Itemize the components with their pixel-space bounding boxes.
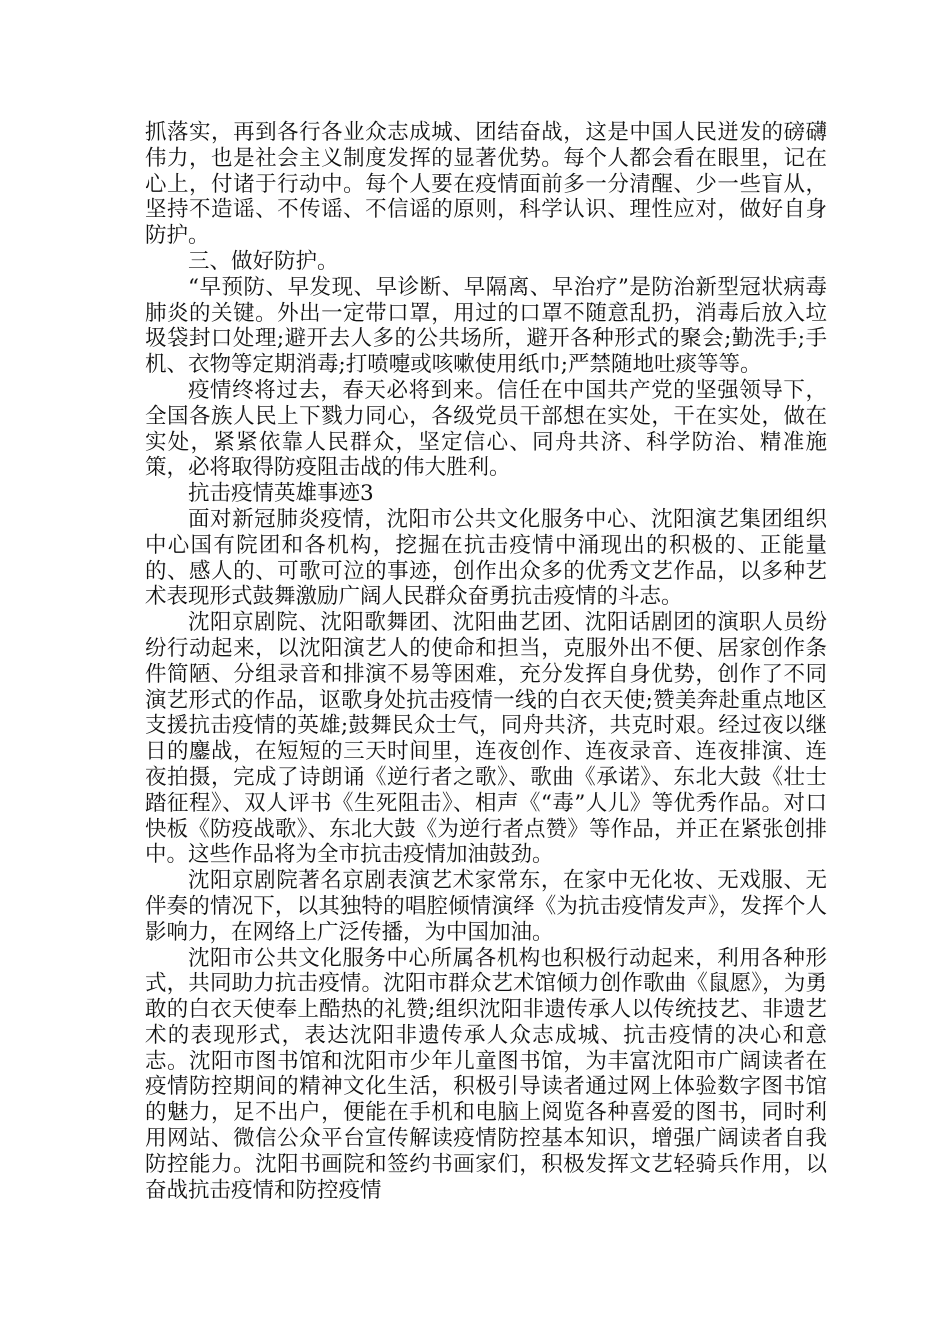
paragraph-peking-opera: 沈阳京剧院著名京剧表演艺术家常东，在家中无化妆、无戏服、无伴奏的情况下，以其独特的唱腔倾情演绎《为抗击疫情发声》，发挥个人影响力，在网络上广泛传播，为中国加油。 <box>145 868 827 945</box>
paragraph-shenyang-center: 面对新冠肺炎疫情，沈阳市公共文化服务中心、沈阳演艺集团组织中心国有院团和各机构，挖掘在抗击疫情中涌现出的积极的、正能量的、感人的、可歌可泣的事迹，创作出众多的优秀文艺作品，以多种艺术表现形式鼓舞激励广阔人民群众奋勇抗击疫情的斗志。 <box>145 506 827 610</box>
paragraph-performers: 沈阳京剧院、沈阳歌舞团、沈阳曲艺团、沈阳话剧团的演职人员纷纷行动起来，以沈阳演艺人的使命和担当，克服外出不便、居家创作条件简陋、分组录音和排演不易等困难，充分发挥自身优势，创作了不同演艺形式的作品，讴歌身处抗击疫情一线的白衣天使;赞美奔赴重点地区支援抗击疫情的英雄;鼓舞民众士气，同舟共济，共克时艰。经过夜以继日的鏖战，在短短的三天时间里，连夜创作、连夜录音、连夜排演、连夜拍摄，完成了诗朗诵《逆行者之歌》、歌曲《承诺》、东北大鼓《壮士踏征程》、双人评书《生死阻击》、相声《“毒”人儿》等优秀作品。对口快板《防疫战歌》、东北大鼓《为逆行者点赞》等作品，并正在紧张创排中。这些作品将为全市抗击疫情加油鼓劲。 <box>145 610 827 868</box>
paragraph-public-culture: 沈阳市公共文化服务中心所属各机构也积极行动起来，利用各种形式，共同助力抗击疫情。沈阳市群众艺术馆倾力创作歌曲《鼠愿》，为勇敢的白衣天使奉上酷热的礼赞;组织沈阳非遗传承人以传统技艺、非遗艺术的表现形式，表达沈阳非遗传承人众志成城、抗击疫情的决心和意志。沈阳市图书馆和沈阳市少年儿童图书馆，为丰富沈阳市广阔读者在疫情防控期间的精神文化生活，积极引导读者通过网上体验数字图书馆的魅力，足不出户，便能在手机和电脑上阅览各种喜爱的图书，同时利用网站、微信公众平台宣传解读疫情防控基本知识，增强广阔读者自我防控能力。沈阳书画院和签约书画家们，积极发挥文艺轻骑兵作用，以奋战抗击疫情和防控疫情 <box>145 945 827 1203</box>
paragraph-spring: 疫情终将过去，春天必将到来。信任在中国共产党的坚强领导下，全国各族人民上下戮力同心，各级党员干部想在实处，干在实处，做在实处，紧紧依靠人民群众，坚定信心、同舟共济、科学防治、精准施策，必将取得防疫阻击战的伟大胜利。 <box>145 377 827 481</box>
document-body <box>145 120 827 1203</box>
paragraph-continuation: 抓落实，再到各行各业众志成城、团结奋战，这是中国人民迸发的磅礴伟力，也是社会主义制度发挥的显著优势。每个人都会看在眼里，记在心上，付诸于行动中。每个人要在疫情面前多一分清醒、少一些盲从，坚持不造谣、不传谣、不信谣的原则，科学认识、理性应对，做好自身防护。 <box>145 120 827 249</box>
section-heading-heroes-3: 抗击疫情英雄事迹3 <box>188 481 374 507</box>
paragraph-prevention: “早预防、早发现、早诊断、早隔离、早治疗”是防治新型冠状病毒肺炎的关键。外出一定带口罩，用过的口罩不随意乱扔，消毒后放入垃圾袋封口处理;避开去人多的公共场所，避开各种形式的聚会;勤洗手;手机、衣物等定期消毒;打喷嚏或咳嗽使用纸巾;严禁随地吐痰等等。 <box>145 274 827 378</box>
section-heading-protection: 三、做好防护。 <box>188 248 339 274</box>
